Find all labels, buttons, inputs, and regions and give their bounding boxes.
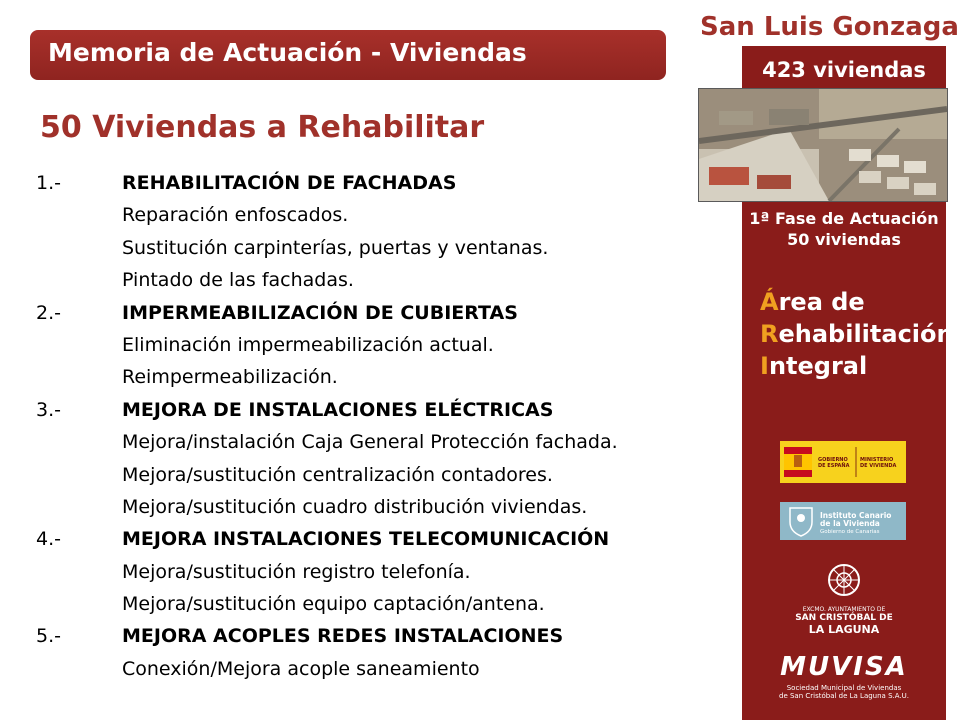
list-item	[36, 625, 686, 657]
ari-word: ehabilitación	[778, 320, 954, 348]
aerial-photo	[698, 88, 948, 202]
list-item	[36, 399, 686, 431]
ari-initial: R	[760, 320, 779, 348]
brand-title: San Luis Gonzaga	[700, 12, 959, 42]
item-detail: Mejora/sustitución equipo captación/antena.	[122, 593, 545, 616]
item-detail: Eliminación impermeabilización actual.	[122, 333, 494, 356]
item-number: 1.-	[36, 172, 61, 194]
gobierno-text: GOBIERNO DE ESPAÑA	[818, 457, 850, 469]
item-number: 3.-	[36, 398, 61, 421]
item-detail: Reparación enfoscados.	[122, 204, 349, 227]
ari-line	[760, 318, 954, 350]
gobierno-espana-logo	[780, 441, 906, 483]
laguna-text: LA LAGUNA	[808, 623, 880, 636]
list-item	[36, 561, 686, 593]
la-laguna-logo	[742, 560, 946, 636]
list-item	[36, 269, 686, 301]
item-detail: Mejora/sustitución cuadro distribución viviendas.	[122, 495, 588, 518]
item-detail: Pintado de las fachadas.	[122, 269, 354, 292]
list-item	[36, 464, 686, 496]
ari-word: rea de	[778, 288, 865, 316]
shield-icon	[786, 504, 816, 538]
aerial-photo-image	[699, 89, 947, 201]
laguna-text: EXCMO. AYUNTAMIENTO DE	[802, 606, 886, 613]
item-heading: MEJORA DE INSTALACIONES ELÉCTRICAS	[122, 398, 554, 421]
item-detail: Mejora/instalación Caja General Protección fachada.	[122, 431, 618, 454]
icv-text: Instituto Canario	[820, 511, 892, 520]
muvisa-wordmark: MUVISA	[780, 652, 908, 682]
list-item	[36, 172, 686, 204]
item-detail: Mejora/sustitución centralización contadores.	[122, 463, 553, 486]
phase-line: 1ª Fase de Actuación	[749, 209, 939, 228]
item-number: 2.-	[36, 301, 61, 324]
item-number: 4.-	[36, 528, 61, 551]
instituto-canario-logo	[780, 502, 906, 540]
item-detail: Reimpermeabilización.	[122, 366, 338, 389]
muvisa-text: Sociedad Municipal de Viviendas	[786, 684, 902, 692]
list-item	[36, 528, 686, 560]
ari-heading	[760, 286, 954, 382]
item-number: 5.-	[36, 625, 61, 648]
muvisa-text: de San Cristóbal de La Laguna S.A.U.	[779, 692, 909, 700]
page-subtitle: 50 Viviendas a Rehabilitar	[40, 110, 485, 145]
item-heading: REHABILITACIÓN DE FACHADAS	[122, 172, 457, 194]
list-item	[36, 366, 686, 398]
page-title: Memoria de Actuación - Viviendas	[48, 38, 527, 67]
item-heading: MEJORA ACOPLES REDES INSTALACIONES	[122, 625, 564, 648]
laguna-text: SAN CRISTÓBAL DE	[795, 613, 893, 623]
item-heading: IMPERMEABILIZACIÓN DE CUBIERTAS	[122, 301, 518, 324]
list-item	[36, 593, 686, 625]
muvisa-logo	[742, 652, 946, 700]
list-item	[36, 496, 686, 528]
item-heading: MEJORA INSTALACIONES TELECOMUNICACIÓN	[122, 528, 610, 551]
ari-line	[760, 350, 954, 382]
phase-info	[742, 208, 946, 250]
list-item	[36, 302, 686, 334]
ari-initial: I	[760, 352, 769, 380]
actions-list	[36, 172, 686, 690]
item-detail: Mejora/sustitución registro telefonía.	[122, 560, 471, 583]
list-item	[36, 658, 686, 690]
emblem-icon	[824, 560, 864, 600]
icv-text: de la Vivienda	[820, 519, 880, 528]
housing-count: 423 viviendas	[762, 58, 926, 82]
item-detail: Conexión/Mejora acople saneamiento	[122, 657, 480, 680]
list-item	[36, 204, 686, 236]
list-item	[36, 431, 686, 463]
item-detail: Sustitución carpinterías, puertas y ventanas.	[122, 236, 549, 259]
ari-word: ntegral	[768, 352, 868, 380]
title-banner	[30, 30, 666, 80]
ari-initial: Á	[760, 288, 779, 316]
list-item	[36, 334, 686, 366]
list-item	[36, 237, 686, 269]
ari-line	[760, 286, 954, 318]
ministerio-text: MINISTERIO DE VIVIENDA	[860, 457, 897, 469]
icv-text: Gobierno de Canarias	[820, 529, 880, 535]
phase-units: 50 viviendas	[787, 230, 901, 249]
